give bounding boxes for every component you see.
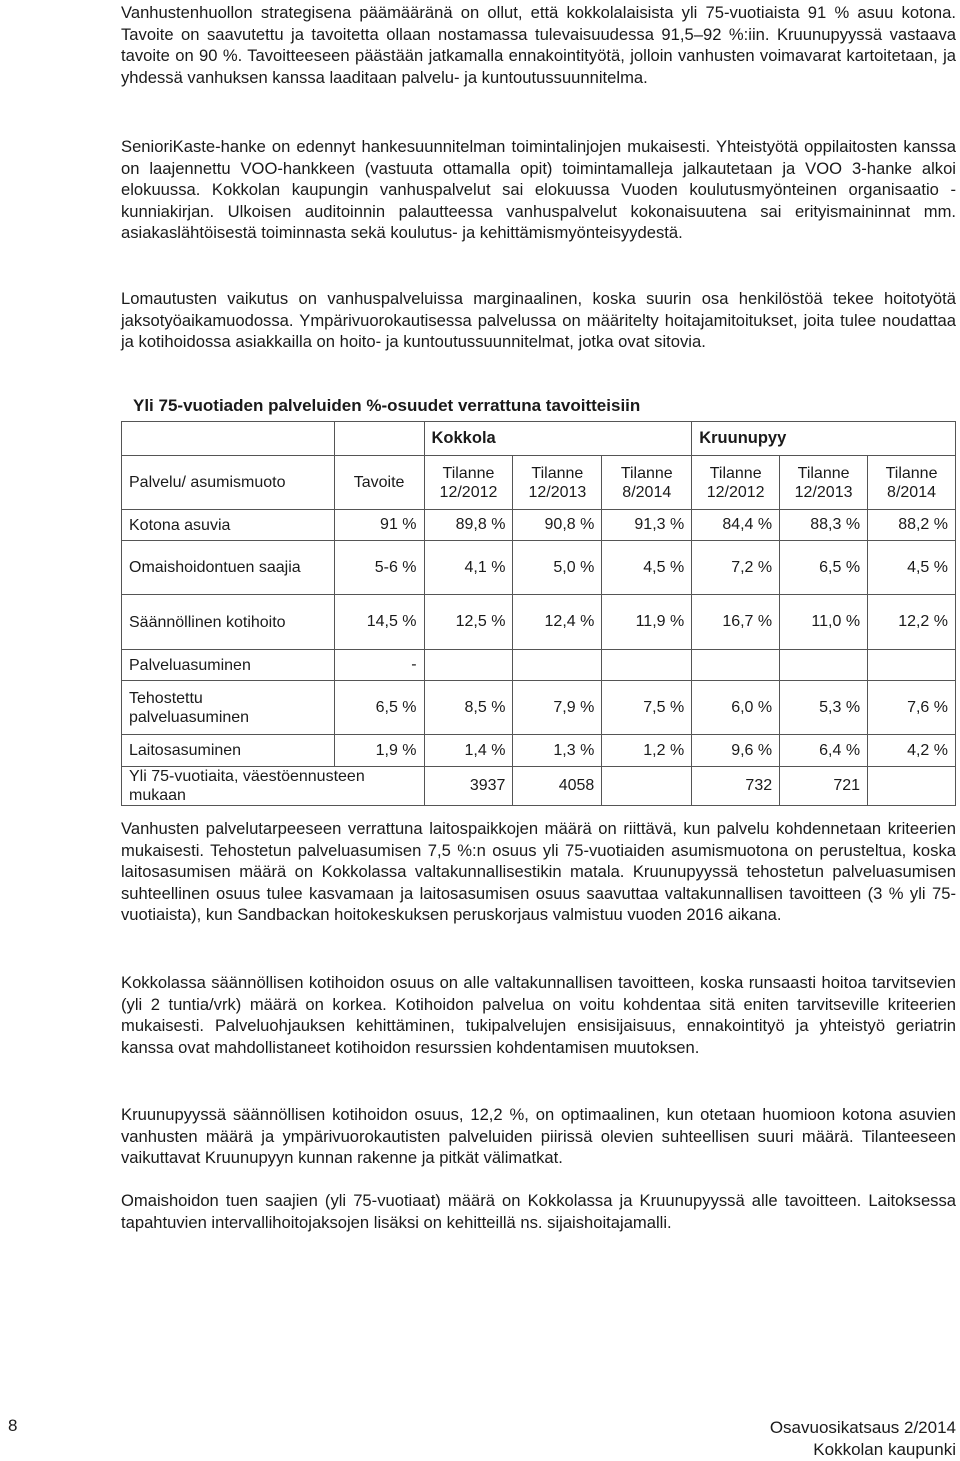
row-label: Palveluasuminen — [122, 650, 335, 681]
column-header-period: Tilanne 12/2013 — [513, 456, 602, 510]
table-row — [122, 681, 956, 735]
target-cell: 91 % — [334, 510, 424, 541]
value-cell: 12,5 % — [424, 595, 513, 650]
column-header-period: Tilanne 12/2013 — [780, 456, 868, 510]
population-cell: 4058 — [513, 767, 602, 806]
target-cell: 14,5 % — [334, 595, 424, 650]
value-cell: 7,2 % — [692, 541, 780, 595]
value-cell: 1,4 % — [424, 735, 513, 767]
population-cell — [602, 767, 692, 806]
table-row — [122, 541, 956, 595]
row-label: Laitosasuminen — [122, 735, 335, 767]
value-cell — [424, 650, 513, 681]
value-cell: 12,2 % — [868, 595, 956, 650]
paragraph-caregiver-support: Omaishoidon tuen saajien (yli 75-vuotiaat) määrä on Kokkolassa ja Kruunupyyssä alle tavoitteen. Laitoksessa tapahtuvien intervallihoitojaksojen lisäksi on kehitteillä ns. sijaishoitajamalli. — [121, 1191, 956, 1232]
population-cell: 721 — [780, 767, 868, 806]
table-row — [122, 510, 956, 541]
paragraph-kruunupyy-homecare: Kruunupyyssä säännöllisen kotihoidon osuus, 12,2 %, on optimaalinen, kun otetaan huomioon kotona asuvien vanhusten määrä ja ympärivuorokautisten palveluiden piirissä olevien suhteellisen suuri määrä. Tilanteeseen vaikuttavat Kruunupyyn kunnan rakenne ja pitkät välimatkat. — [121, 1105, 956, 1168]
value-cell: 5,0 % — [513, 541, 602, 595]
value-cell: 6,5 % — [780, 541, 868, 595]
table-title: Yli 75-vuotiaden palveluiden %-osuudet verrattuna tavoitteisiin — [133, 396, 641, 415]
row-label: Omaishoidontuen saajia — [122, 541, 335, 595]
value-cell — [692, 650, 780, 681]
value-cell: 5,3 % — [780, 681, 868, 735]
table-row — [122, 595, 956, 650]
paragraph-strategy: Vanhustenhuollon strategisena päämääränä on ollut, että kokkolalaisista yli 75-vuotiaista 91 % asuu kotona. Tavoite on saavutettu ja tavoitetta ollaan nostamassa tulevaisuudessa 91,5–92 %:iin. Kruunupyyssä vastaava tavoite on 90 %. Tavoitteeseen päästään jatkamalla ennakointityötä, jolloin vanhusten voimavarat kartoitetaan, ja yhdessä vanhuksen kanssa laaditaan palvelu- ja kuntoutussuunnitelma. — [121, 3, 956, 87]
population-label: Yli 75-vuotiaita, väestöennusteen mukaan — [122, 767, 425, 806]
empty-header-cell — [334, 422, 424, 456]
value-cell: 91,3 % — [602, 510, 692, 541]
value-cell: 4,1 % — [424, 541, 513, 595]
paragraph-layoffs: Lomautusten vaikutus on vanhuspalveluissa marginaalinen, koska suurin osa henkilöstöä tekee hoitotyötä jaksotyöaikamuodossa. Ympärivuorokautisessa palvelussa on määritelty hoitajamitoitukset, joita tulee noudattaa ja kotihoidossa asiakkailla on hoito- ja kuntoutussuunnitelmat, jotka ovat sitovia. — [121, 289, 956, 352]
value-cell: 11,0 % — [780, 595, 868, 650]
table-column-header-row — [122, 456, 956, 510]
value-cell: 89,8 % — [424, 510, 513, 541]
value-cell: 4,5 % — [868, 541, 956, 595]
value-cell: 1,3 % — [513, 735, 602, 767]
value-cell — [868, 650, 956, 681]
table-row — [122, 650, 956, 681]
organization-name: Kokkolan kaupunki — [813, 1440, 956, 1459]
value-cell: 84,4 % — [692, 510, 780, 541]
value-cell: 8,5 % — [424, 681, 513, 735]
population-cell: 3937 — [424, 767, 513, 806]
value-cell: 7,9 % — [513, 681, 602, 735]
services-table — [121, 421, 956, 806]
population-cell: 732 — [692, 767, 780, 806]
paragraph-seniorikaste: SenioriKaste-hanke on edennyt hankesuunnitelman toimintalinjojen mukaisesti. Yhteistyötä oppilaitosten kanssa on laajennettu VOO-hankkeen (vastuuta ottamalla opit) toimintamalleja jalkautetaan ja VOO 3-hanke alkoi elokuussa. Kokkolan kaupungin vanhuspalvelut sai elokuussa Vuoden koulutusmyönteinen organisaatio -kunniakirjan. Ulkoisen auditoinnin palautteessa vanhuspalvelut kokonaisuutena sai erityismaininnat mm. asiakaslähtöisestä toiminnasta sekä koulutus- ja kehittämismyönteisyydestä. — [121, 137, 956, 243]
group-header-kruunupyy: Kruunupyy — [692, 422, 956, 456]
target-cell: 6,5 % — [334, 681, 424, 735]
column-header-period: Tilanne 12/2012 — [424, 456, 513, 510]
value-cell: 90,8 % — [513, 510, 602, 541]
value-cell: 16,7 % — [692, 595, 780, 650]
value-cell: 1,2 % — [602, 735, 692, 767]
row-label: Kotona asuvia — [122, 510, 335, 541]
table-row — [122, 735, 956, 767]
value-cell: 4,5 % — [602, 541, 692, 595]
target-cell: 1,9 % — [334, 735, 424, 767]
column-header-target: Tavoite — [334, 456, 424, 510]
value-cell: 7,5 % — [602, 681, 692, 735]
value-cell: 6,0 % — [692, 681, 780, 735]
report-name: Osavuosikatsaus 2/2014 — [769, 1418, 956, 1437]
row-label: Säännöllinen kotihoito — [122, 595, 335, 650]
value-cell: 88,2 % — [868, 510, 956, 541]
value-cell — [780, 650, 868, 681]
page-number: 8 — [8, 1416, 18, 1435]
population-row — [122, 767, 956, 806]
value-cell: 4,2 % — [868, 735, 956, 767]
column-header-service: Palvelu/ asumismuoto — [122, 456, 335, 510]
value-cell — [602, 650, 692, 681]
value-cell: 7,6 % — [868, 681, 956, 735]
value-cell: 12,4 % — [513, 595, 602, 650]
target-cell: - — [334, 650, 424, 681]
group-header-kokkola: Kokkola — [424, 422, 692, 456]
value-cell: 9,6 % — [692, 735, 780, 767]
column-header-period: Tilanne 8/2014 — [602, 456, 692, 510]
value-cell: 88,3 % — [780, 510, 868, 541]
value-cell: 11,9 % — [602, 595, 692, 650]
value-cell: 6,4 % — [780, 735, 868, 767]
value-cell — [513, 650, 602, 681]
empty-header-cell — [122, 422, 335, 456]
target-cell: 5-6 % — [334, 541, 424, 595]
table-group-header-row — [122, 422, 956, 456]
paragraph-kokkola-homecare: Kokkolassa säännöllisen kotihoidon osuus on alle valtakunnallisen tavoitteen, koska runsaasti hoitoa tarvitsevien (yli 2 tuntia/vrk) määrä on korkea. Kotihoidon palvelua on voitu kohdentaa sitä eniten tarvitseville kriteerien mukaisesti. Palveluohjauksen kehittäminen, tukipalvelujen ensisijaisuus, ennakointityö ja yhteistyö geriatrin kanssa ovat mahdollistaneet kotihoidon resurssien kohdentamisen muutoksen. — [121, 973, 956, 1057]
row-label: Tehostettu palveluasuminen — [122, 681, 335, 735]
column-header-period: Tilanne 12/2012 — [692, 456, 780, 510]
paragraph-service-needs: Vanhusten palvelutarpeeseen verrattuna laitospaikkojen määrä on riittävä, kun palvelu kohdennetaan kriteerien mukaisesti. Tehostetun palveluasumisen 7,5 %:n osuus yli 75-vuotiaiden asumismuotona on perusteltua, koska laitosasumisen määrä on Kokkolassa valtakunnallisestikin matala. Kruunupyyssä tehostetun palveluasumisen suhteellinen osuus tulee kasvamaan ja laitosasumisen osuus saavuttaa valtakunnallisen tavoitteen (3 % yli 75-vuotiaista), kun Sandbackan hoitokeskuksen peruskorjaus valmistuu vuoden 2016 aikana. — [121, 819, 956, 925]
empty-cell — [868, 767, 956, 806]
column-header-period: Tilanne 8/2014 — [868, 456, 956, 510]
